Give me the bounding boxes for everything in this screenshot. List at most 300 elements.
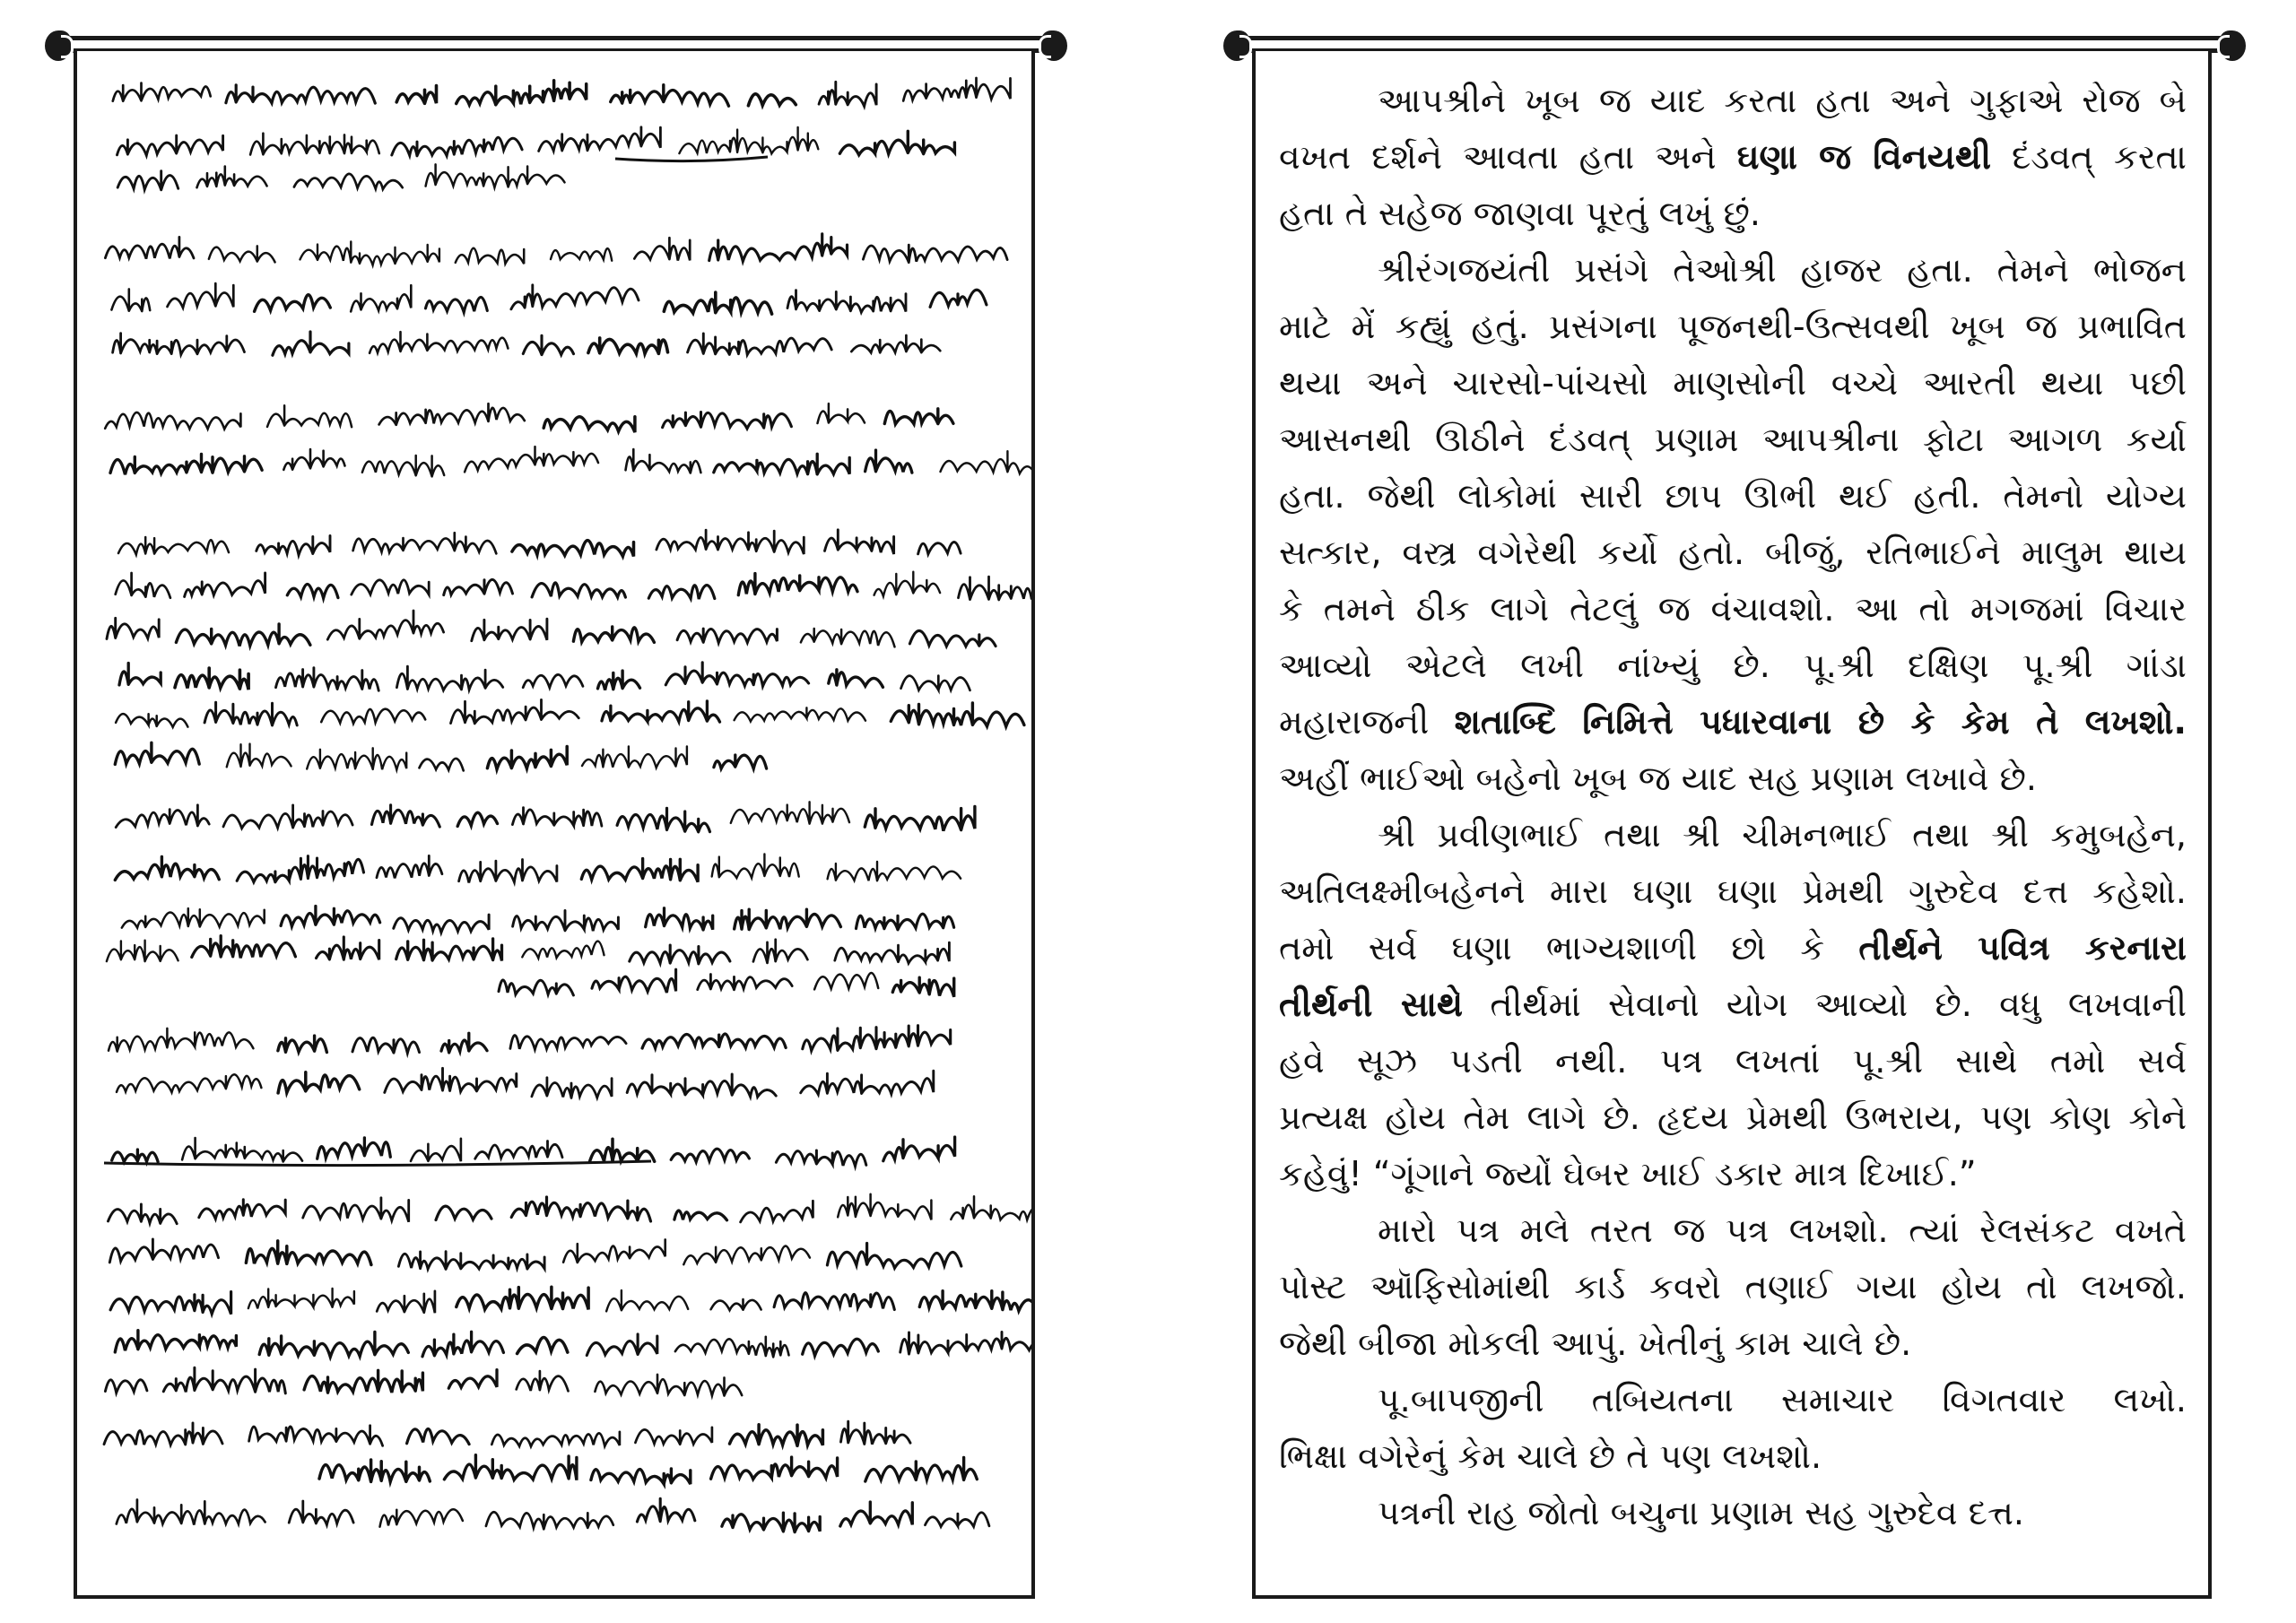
- handwriting-line: [109, 1026, 951, 1054]
- handwritten-word: [426, 297, 488, 312]
- handwritten-word: [930, 290, 987, 307]
- handwritten-word: [457, 812, 497, 826]
- text-segment: હતા. જેથી લોકોમાં સારી છાપ ઊભી થઈ હતી. તેમનો યોગ્ય: [1279, 476, 2187, 516]
- handwritten-word: [840, 1502, 913, 1526]
- handwritten-word: [642, 1034, 786, 1048]
- handwritten-letter-panel: [74, 51, 1035, 1599]
- text-line: [1279, 694, 2187, 751]
- handwritten-word: [491, 1432, 620, 1446]
- handwritten-word: [321, 709, 425, 724]
- handwritten-word: [459, 860, 557, 883]
- handwritten-word: [115, 1331, 236, 1352]
- handwritten-word: [278, 1036, 327, 1052]
- handwritten-word: [611, 85, 729, 107]
- handwritten-word: [711, 1299, 761, 1310]
- handwriting-line: [117, 164, 564, 189]
- handwritten-word: [671, 1149, 749, 1162]
- handwritten-word: [407, 1428, 469, 1444]
- handwritten-word: [199, 1200, 285, 1219]
- handwritten-word: [107, 618, 159, 638]
- handwritten-word: [294, 174, 403, 189]
- text-segment: કે તમને ઠીક લાગે તેટલું જ વંચાવશો. આ તો મગજમાં વિચાર: [1279, 589, 2187, 629]
- handwriting-line: [111, 283, 986, 314]
- handwritten-word: [909, 630, 996, 646]
- handwritten-word: [926, 1513, 989, 1527]
- handwriting-line: [109, 1239, 961, 1269]
- handwriting-line: [110, 1287, 1031, 1314]
- handwritten-word: [851, 335, 940, 352]
- handwriting-line: [115, 742, 766, 770]
- handwritten-word: [634, 238, 690, 260]
- handwritten-word: [532, 583, 625, 597]
- handwritten-word: [255, 295, 331, 312]
- handwritten-word: [517, 1337, 568, 1353]
- handwritten-word: [394, 915, 489, 933]
- handwritten-word: [677, 629, 777, 643]
- handwritten-word: [351, 285, 411, 311]
- handwritten-word: [606, 1290, 688, 1311]
- handwritten-word: [827, 1244, 961, 1269]
- handwritten-word: [774, 1293, 894, 1310]
- handwritten-word: [370, 332, 508, 353]
- handwritten-word: [398, 1252, 544, 1270]
- handwriting-line: [117, 127, 955, 156]
- text-line: [1279, 468, 2187, 525]
- handwritten-word: [838, 1194, 931, 1220]
- handwritten-word: [735, 707, 865, 721]
- handwriting-line: [109, 1194, 1032, 1224]
- handwritten-word: [841, 1421, 911, 1445]
- handwritten-word: [731, 802, 849, 823]
- handwriting-line: [113, 78, 1011, 106]
- handwritten-word: [396, 86, 436, 104]
- handwritten-word: [646, 908, 713, 930]
- handwritten-word: [204, 702, 297, 725]
- handwritten-word: [730, 1425, 823, 1446]
- handwritten-word: [828, 862, 961, 881]
- handwritten-word: [665, 663, 808, 686]
- handwritten-word: [444, 1455, 576, 1480]
- handwritten-word: [372, 805, 440, 827]
- handwritten-word: [748, 94, 796, 106]
- handwritten-word: [511, 285, 639, 309]
- handwritten-word: [863, 245, 1007, 263]
- handwritten-word: [304, 1370, 422, 1393]
- handwritten-word: [664, 292, 771, 314]
- text-line: [1279, 299, 2187, 355]
- handwritten-word: [118, 537, 229, 555]
- handwritten-word: [116, 573, 170, 598]
- handwritten-word: [563, 1239, 665, 1263]
- handwritten-word: [451, 699, 579, 724]
- handwritten-word: [110, 454, 262, 474]
- handwritten-word: [499, 980, 573, 995]
- handwritten-word: [776, 1150, 865, 1167]
- handwritten-word: [117, 1074, 261, 1092]
- handwritten-word: [107, 941, 178, 961]
- handwritten-word: [865, 807, 975, 831]
- handwritten-word: [626, 449, 701, 473]
- handwritten-word: [237, 856, 363, 882]
- text-line: [1279, 1428, 2187, 1485]
- handwriting-line: [119, 663, 970, 690]
- handwritten-word: [175, 668, 248, 690]
- handwriting-line: [117, 1068, 934, 1098]
- scroll-ornament-icon: [45, 30, 72, 61]
- handwritten-word: [688, 334, 832, 355]
- handwritten-word: [918, 542, 961, 553]
- handwritten-word: [803, 1026, 951, 1051]
- handwriting-line: [112, 1137, 955, 1167]
- handwritten-word: [544, 417, 635, 432]
- handwritten-word: [587, 1334, 657, 1356]
- handwritten-word: [803, 1339, 879, 1356]
- text-segment: શ્રીરંગજયંતી પ્રસંગે તેઓશ્રી હાજર હતા. તેમને ભોજન: [1378, 250, 2187, 290]
- text-line: [1279, 976, 2187, 1033]
- text-segment: થયા અને ચારસો-પાંચસો માણસોની વચ્ચે આરતી થયા પછી: [1279, 363, 2187, 403]
- handwriting-line: [499, 969, 954, 997]
- handwritten-word: [941, 451, 1032, 474]
- text-segment: આવ્યો એટલે લખી નાંખ્યું છે. પૂ.શ્રી દક્ષિણ પૂ.શ્રી ગાંડા: [1279, 646, 2187, 685]
- handwritten-word: [353, 533, 497, 553]
- handwritten-word: [513, 910, 619, 931]
- text-segment: પૂ.બાપજીની તબિયતના સમાચાર વિગતવાર લખો.: [1378, 1380, 2187, 1419]
- handwritten-word: [588, 338, 668, 353]
- handwritten-word: [573, 627, 654, 642]
- handwriting-line: [117, 1498, 989, 1532]
- handwritten-word: [472, 619, 547, 641]
- handwritten-word: [487, 747, 567, 769]
- handwritten-word: [457, 1287, 588, 1309]
- handwritten-word: [300, 242, 439, 265]
- handwritten-word: [457, 81, 587, 105]
- handwritten-word: [287, 584, 338, 598]
- handwritten-word: [801, 1071, 934, 1094]
- text-segment: અહીં ભાઈઓ બહેનો ખૂબ જ યાદ સહ પ્રણામ લખાવે છે.: [1279, 759, 2037, 798]
- text-segment: આસનથી ઊઠીને દંડવત્ પ્રણામ આપશ્રીના ફોટા આગળ કર્યા: [1279, 420, 2187, 459]
- handwritten-word: [679, 127, 818, 153]
- handwriting-line: [104, 1421, 910, 1446]
- bold-text-segment: ઘણા જ વિનયથી: [1736, 137, 1991, 177]
- handwritten-word: [117, 171, 178, 190]
- text-line: [1279, 1089, 2187, 1146]
- handwritten-word: [539, 127, 661, 152]
- handwritten-word: [839, 131, 954, 154]
- handwritten-word: [317, 937, 379, 959]
- handwritten-word: [814, 973, 878, 989]
- handwritten-word: [892, 977, 953, 996]
- transcription-text: [1279, 73, 2187, 1541]
- handwritten-word: [900, 1332, 1031, 1354]
- handwritten-word: [396, 939, 502, 961]
- handwritten-word: [523, 335, 573, 354]
- handwritten-word: [735, 909, 841, 929]
- scroll-ornament-icon: [1223, 30, 1250, 61]
- handwritten-word: [257, 535, 330, 555]
- handwritten-word: [901, 676, 970, 690]
- handwritten-word: [857, 914, 954, 930]
- handwritten-word: [392, 137, 522, 156]
- handwritten-word: [426, 164, 565, 187]
- handwritten-word: [111, 289, 150, 311]
- handwritten-word: [674, 1211, 727, 1220]
- handwritten-word: [919, 1291, 1031, 1312]
- handwritten-word: [959, 577, 1032, 601]
- handwritten-word: [246, 1241, 371, 1265]
- handwritten-word: [112, 1150, 158, 1162]
- handwriting-line: [118, 530, 961, 557]
- text-line: [1279, 412, 2187, 468]
- handwritten-word: [532, 1078, 612, 1098]
- handwritten-word: [105, 237, 194, 258]
- scroll-ornament-icon: [2219, 30, 2246, 61]
- handwritten-word: [657, 530, 804, 554]
- handwritten-word: [617, 808, 709, 831]
- handwriting-line: [115, 855, 961, 883]
- handwritten-word: [276, 668, 379, 691]
- handwritten-word: [362, 456, 444, 476]
- handwritten-word: [119, 664, 161, 685]
- handwritten-word: [630, 945, 730, 964]
- handwritten-word: [592, 969, 676, 993]
- handwritten-word: [714, 755, 767, 768]
- handwritten-word: [377, 855, 442, 878]
- text-segment: હતા તે સહેજ જાણવા પૂરતું લખું છું.: [1279, 194, 1761, 233]
- handwriting-line: [115, 1331, 1031, 1358]
- bold-text-segment: શતાબ્દિ નિમિત્તે પધારવાના છે કે કેમ તે લખશો.: [1454, 702, 2187, 742]
- handwritten-word: [441, 1033, 487, 1053]
- handwritten-word: [377, 1291, 435, 1313]
- text-segment: કહેવું! “ગૂંગાને જ્યોં ઘેબર ખાઈ ડકાર માત્ર દિખાઈ.”: [1279, 1154, 1977, 1193]
- handwritten-word: [281, 907, 380, 927]
- handwritten-word: [283, 449, 344, 470]
- handwritten-word: [883, 1137, 955, 1161]
- handwritten-word: [602, 701, 720, 722]
- handwriting-line: [105, 1367, 742, 1395]
- handwritten-underline: [615, 157, 768, 161]
- handwritten-word: [951, 1196, 1031, 1221]
- handwritten-word: [117, 1499, 265, 1524]
- typed-transcription-panel: [1252, 51, 2212, 1599]
- text-line: [1279, 1372, 2187, 1428]
- text-segment: શ્રી પ્રવીણભાઈ તથા શ્રી ચીમનભાઈ તથા શ્રી કમુબહેન,: [1378, 815, 2187, 855]
- handwriting-line: [113, 332, 941, 355]
- text-segment: વખત દર્શને આવતા હતા અને: [1279, 137, 1737, 177]
- handwritten-word: [113, 83, 211, 101]
- handwritten-word: [379, 404, 525, 425]
- handwritten-word: [115, 856, 219, 880]
- handwritten-word: [465, 447, 598, 472]
- handwritten-word: [113, 334, 245, 355]
- handwriting-line: [107, 611, 996, 647]
- text-line: [1279, 1033, 2187, 1089]
- handwritten-word: [352, 1037, 420, 1053]
- handwriting-line: [116, 699, 1024, 727]
- handwritten-word: [598, 671, 640, 690]
- handwritten-word: [317, 1138, 391, 1159]
- handwriting-line: [107, 936, 949, 964]
- handwritten-word: [637, 1498, 694, 1522]
- handwritten-word: [590, 1139, 655, 1161]
- handwritten-word: [163, 1367, 285, 1393]
- handwritten-word: [865, 1458, 978, 1482]
- handwritten-word: [444, 579, 513, 595]
- handwritten-word: [122, 908, 265, 928]
- handwritten-word: [249, 1426, 383, 1446]
- handwritten-word: [109, 1239, 218, 1263]
- text-line: [1279, 525, 2187, 581]
- handwritten-word: [683, 1246, 810, 1265]
- handwriting-line: [319, 1455, 977, 1484]
- handwritten-word: [436, 1206, 491, 1219]
- handwritten-word: [712, 855, 799, 879]
- handwritten-word: [517, 1371, 569, 1391]
- handwritten-word: [197, 166, 267, 187]
- text-line: [1279, 638, 2187, 694]
- handwritten-word: [819, 82, 876, 106]
- text-segment: માટે મેં કહ્યું હતું. પ્રસંગના પૂજનથી-ઉત્સવથી ખૂબ જ પ્રભાવિત: [1279, 307, 2187, 346]
- text-segment: મહારાજની: [1279, 702, 1455, 742]
- handwritten-word: [110, 1292, 231, 1315]
- handwritten-underline: [104, 1161, 651, 1166]
- bold-text-segment: તીર્થને પવિત્ર કરનારા: [1858, 928, 2187, 968]
- text-segment: પત્રની રાહ જોતો બચુના પ્રણામ સહ ગુરુદેવ દત્ત.: [1378, 1493, 2025, 1532]
- handwritten-word: [582, 746, 687, 768]
- text-segment: આપશ્રીને ખૂબ જ યાદ કરતા હતા અને ગુફાએ રોજ બે: [1378, 81, 2187, 120]
- handwritten-word: [422, 1332, 503, 1357]
- handwritten-word: [591, 1469, 691, 1484]
- handwritten-word: [714, 454, 849, 474]
- handwritten-word: [825, 530, 894, 554]
- text-segment: અતિલક્ષ્મીબહેનને મારા ઘણા ઘણા પ્રેમથી ગુરુદેવ દત્ત કહેશો.: [1279, 872, 2187, 911]
- handwritten-word: [227, 744, 291, 768]
- handwritten-word: [117, 135, 223, 155]
- handwritten-word: [307, 748, 406, 769]
- handwritten-word: [105, 412, 240, 429]
- handwriting-line: [116, 802, 975, 832]
- handwritten-word: [352, 580, 429, 595]
- handwritten-word: [267, 405, 352, 427]
- text-line: [1279, 751, 2187, 807]
- handwritten-word: [711, 1457, 838, 1479]
- handwritten-word: [581, 859, 698, 882]
- scroll-ornament-icon: [1040, 30, 1067, 61]
- handwritten-word: [523, 674, 583, 687]
- handwritten-word: [185, 573, 265, 597]
- handwritten-word: [109, 1204, 178, 1224]
- handwritten-word: [319, 1460, 430, 1481]
- handwritten-word: [663, 412, 792, 429]
- text-segment: મારો પત્ર મલે તરત જ પત્ર લખશો. ત્યાં રેલસંકટ વખતે: [1378, 1211, 2187, 1250]
- handwritten-word: [522, 942, 604, 959]
- handwritten-word: [891, 703, 1024, 726]
- handwritten-word: [448, 1370, 497, 1389]
- handwriting-line: [110, 447, 1031, 476]
- text-line: [1279, 186, 2187, 242]
- text-line: [1279, 1146, 2187, 1202]
- handwritten-word: [192, 936, 296, 959]
- handwritten-word: [698, 975, 793, 990]
- text-line: [1279, 1202, 2187, 1259]
- text-segment: હવે સૂઝ પડતી નથી. પત્ર લખતાં પૂ.શ્રી સાથે તમો સર્વ: [1279, 1041, 2187, 1081]
- handwritten-word: [903, 78, 1010, 101]
- handwriting-line: [105, 404, 953, 432]
- handwritten-word: [512, 541, 634, 557]
- handwritten-word: [818, 404, 865, 423]
- handwritten-word: [411, 1139, 461, 1161]
- handwriting-line: [116, 572, 1031, 602]
- text-segment: સત્કાર, વસ્ત્ર વગેરેથી કર્યો હતો. બીજું, રતિભાઈને માલુમ થાય: [1279, 533, 2187, 572]
- text-segment: દંડવત્ કરતા: [1990, 137, 2187, 177]
- handwritten-word: [884, 409, 953, 424]
- handwritten-word: [475, 1141, 562, 1159]
- handwritten-word: [168, 283, 234, 308]
- handwritten-word: [303, 1198, 409, 1222]
- text-line: [1279, 807, 2187, 864]
- handwritten-word: [396, 666, 502, 690]
- text-segment: પોસ્ટ ઑફિસોમાંથી કાર્ડ કવરો તણાઈ ગયા હોય તો લખજો.: [1279, 1267, 2187, 1306]
- handwritten-word: [648, 586, 715, 600]
- handwritten-word: [722, 1513, 820, 1532]
- text-line: [1279, 73, 2187, 129]
- handwritten-word: [741, 1201, 813, 1222]
- handwritten-word: [209, 246, 275, 262]
- handwritten-word: [486, 1512, 613, 1529]
- text-segment: તમો સર્વ ઘણા ભાગ્યશાળી છો કે: [1279, 928, 1859, 968]
- handwritten-word: [116, 805, 209, 828]
- handwritten-word: [829, 670, 883, 688]
- handwritten-word: [456, 248, 524, 264]
- handwritten-word: [510, 1036, 626, 1050]
- text-line: [1279, 864, 2187, 920]
- handwritten-word: [627, 1074, 776, 1097]
- handwritten-word: [176, 624, 310, 647]
- handwritten-word: [327, 611, 443, 639]
- handwritten-letter-image: [77, 51, 1031, 1595]
- handwritten-word: [709, 234, 848, 262]
- handwritten-word: [874, 572, 941, 596]
- text-segment: તીર્થમાં સેવાનો યોગ આવ્યો છે. વધુ લખવાની: [1463, 985, 2187, 1024]
- handwritten-word: [753, 940, 808, 963]
- text-line: [1279, 355, 2187, 412]
- bold-text-segment: તીર્થની સાથે: [1279, 985, 1464, 1024]
- handwritten-word: [551, 248, 612, 261]
- handwritten-word: [116, 714, 187, 727]
- text-line: [1279, 581, 2187, 638]
- handwritten-word: [250, 134, 379, 155]
- handwritten-word: [289, 1501, 353, 1525]
- handwritten-word: [511, 1197, 650, 1221]
- handwritten-word: [248, 1289, 354, 1308]
- handwritten-word: [801, 629, 895, 647]
- text-segment: જેથી બીજા મોકલી આપું. ખેતીનું કામ ચાલે છે.: [1279, 1324, 1912, 1363]
- handwritten-word: [865, 450, 912, 473]
- handwritten-word: [104, 1423, 222, 1445]
- handwritten-word: [259, 1332, 408, 1357]
- handwritten-word: [835, 942, 950, 963]
- text-line: [1279, 129, 2187, 186]
- handwritten-word: [385, 1068, 517, 1092]
- handwritten-word: [105, 1380, 146, 1393]
- handwritten-word: [109, 1028, 253, 1052]
- handwritten-word: [512, 808, 602, 827]
- text-segment: ભિક્ષા વગેરેનું કેમ ચાલે છે તે પણ લખશો.: [1279, 1436, 1822, 1476]
- text-line: [1279, 1485, 2187, 1541]
- handwritten-word: [226, 85, 375, 103]
- handwritten-word: [595, 1375, 742, 1396]
- handwritten-word: [380, 1509, 463, 1526]
- text-line: [1279, 242, 2187, 299]
